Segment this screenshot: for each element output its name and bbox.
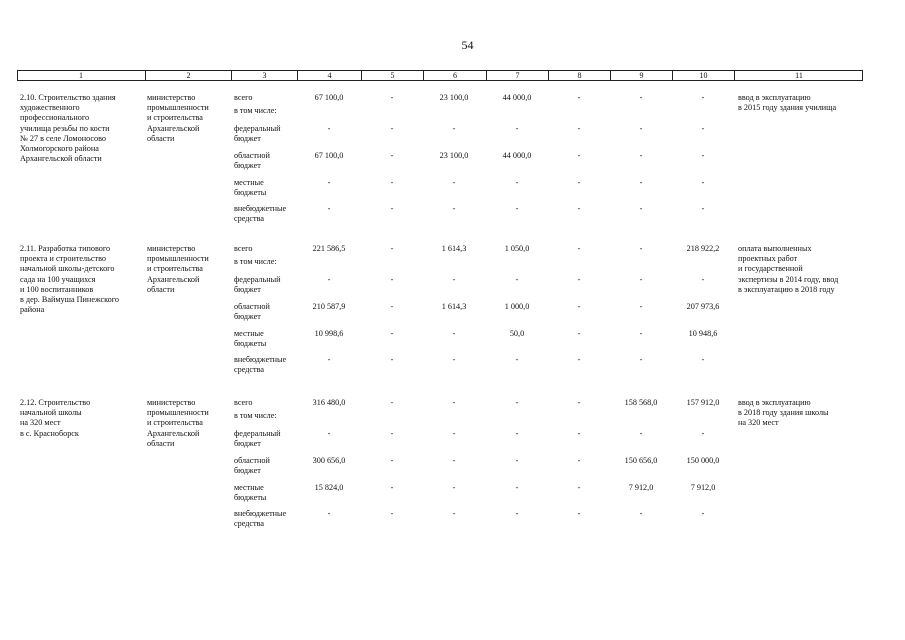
- value-cell: -: [577, 275, 581, 284]
- value-cell: -: [390, 509, 394, 518]
- funding-source-label: федеральный бюджет: [234, 124, 281, 144]
- value-cell: -: [390, 456, 394, 465]
- value-cell: 221 586,5: [312, 244, 346, 253]
- value-cell: -: [515, 275, 519, 284]
- value-cell: -: [515, 178, 519, 187]
- value-cell: -: [390, 398, 394, 407]
- value-cell: -: [577, 483, 581, 492]
- value-cell: -: [452, 204, 456, 213]
- value-cell: 1 614,3: [441, 302, 467, 311]
- value-cell: -: [701, 355, 705, 364]
- funding-source-label: всего: [234, 244, 253, 253]
- value-cell: -: [577, 151, 581, 160]
- value-cell: 1 050,0: [504, 244, 530, 253]
- value-cell: -: [701, 429, 705, 438]
- funding-source-label: всего: [234, 93, 253, 102]
- value-cell: -: [577, 398, 581, 407]
- value-cell: 23 100,0: [439, 93, 469, 102]
- value-cell: 7 912,0: [628, 483, 654, 492]
- value-cell: -: [577, 93, 581, 102]
- executor-name: министерство промышленности и строительства Архангельской области: [147, 93, 209, 143]
- value-cell: 7 912,0: [690, 483, 716, 492]
- value-cell: 218 922,2: [686, 244, 720, 253]
- value-cell: -: [390, 124, 394, 133]
- header-cell-8: 8: [548, 71, 610, 80]
- value-cell: -: [390, 429, 394, 438]
- value-cell: 150 656,0: [624, 456, 658, 465]
- value-cell: -: [327, 429, 331, 438]
- value-cell: 44 000,0: [502, 93, 532, 102]
- value-cell: -: [390, 204, 394, 213]
- value-cell: -: [701, 178, 705, 187]
- value-cell: 10 948,6: [688, 329, 718, 338]
- project-name: 2.11. Разработка типового проекта и строительство начальной школы-детского сада на 100 учащихся и 100 воспитанников в дер. Ваймуша Пинежского района: [20, 244, 119, 315]
- value-cell: -: [327, 124, 331, 133]
- value-cell: -: [515, 483, 519, 492]
- funding-source-label: всего: [234, 398, 253, 407]
- value-cell: -: [577, 509, 581, 518]
- value-cell: -: [452, 329, 456, 338]
- funding-source-label: областной бюджет: [234, 456, 270, 476]
- value-cell: 23 100,0: [439, 151, 469, 160]
- table-header-row: [17, 70, 863, 81]
- value-cell: -: [327, 204, 331, 213]
- value-cell: -: [452, 178, 456, 187]
- value-cell: 316 480,0: [312, 398, 346, 407]
- header-cell-1: 1: [79, 71, 83, 80]
- value-cell: -: [515, 509, 519, 518]
- header-cell-3: 3: [231, 71, 297, 80]
- value-cell: -: [701, 204, 705, 213]
- value-cell: -: [701, 275, 705, 284]
- value-cell: -: [390, 151, 394, 160]
- value-cell: -: [639, 244, 643, 253]
- value-cell: -: [639, 275, 643, 284]
- funding-source-label: в том числе:: [234, 411, 277, 420]
- value-cell: -: [327, 355, 331, 364]
- value-cell: -: [515, 124, 519, 133]
- value-cell: -: [390, 302, 394, 311]
- value-cell: -: [639, 329, 643, 338]
- value-cell: -: [452, 429, 456, 438]
- header-cell-5: 5: [361, 71, 423, 80]
- value-cell: 157 912,0: [686, 398, 720, 407]
- funding-source-label: внебюджетные средства: [234, 204, 287, 224]
- value-cell: -: [515, 456, 519, 465]
- value-cell: -: [452, 483, 456, 492]
- result-note: оплата выполненных проектных работ и государственной экспертизы в 2014 году, ввод в эксплуатацию в 2018 году: [738, 244, 839, 294]
- value-cell: -: [639, 178, 643, 187]
- value-cell: -: [390, 275, 394, 284]
- value-cell: -: [452, 456, 456, 465]
- funding-source-label: местные бюджеты: [234, 329, 267, 349]
- value-cell: -: [577, 429, 581, 438]
- value-cell: -: [452, 509, 456, 518]
- value-cell: -: [452, 355, 456, 364]
- value-cell: -: [327, 178, 331, 187]
- funding-source-label: внебюджетные средства: [234, 355, 287, 375]
- value-cell: -: [639, 429, 643, 438]
- executor-name: министерство промышленности и строительства Архангельской области: [147, 244, 209, 294]
- value-cell: -: [577, 329, 581, 338]
- value-cell: 44 000,0: [502, 151, 532, 160]
- value-cell: 50,0: [509, 329, 525, 338]
- funding-source-label: в том числе:: [234, 106, 277, 115]
- value-cell: -: [639, 302, 643, 311]
- value-cell: -: [452, 275, 456, 284]
- value-cell: 158 568,0: [624, 398, 658, 407]
- value-cell: -: [390, 93, 394, 102]
- funding-source-label: местные бюджеты: [234, 178, 267, 198]
- result-note: ввод в эксплуатацию в 2018 году здания школы на 320 мест: [738, 398, 829, 428]
- value-cell: 15 824,0: [314, 483, 344, 492]
- funding-source-label: внебюджетные средства: [234, 509, 287, 529]
- value-cell: -: [327, 509, 331, 518]
- value-cell: -: [701, 509, 705, 518]
- value-cell: -: [390, 329, 394, 338]
- project-name: 2.12. Строительство начальной школы на 320 мест в с. Красноборск: [20, 398, 91, 438]
- funding-source-label: федеральный бюджет: [234, 275, 281, 295]
- value-cell: 67 100,0: [314, 93, 344, 102]
- header-cell-10: 10: [672, 71, 734, 80]
- value-cell: 207 973,6: [686, 302, 720, 311]
- value-cell: -: [701, 124, 705, 133]
- value-cell: -: [701, 93, 705, 102]
- value-cell: -: [639, 355, 643, 364]
- value-cell: 67 100,0: [314, 151, 344, 160]
- value-cell: -: [515, 398, 519, 407]
- value-cell: 150 000,0: [686, 456, 720, 465]
- value-cell: -: [515, 355, 519, 364]
- value-cell: -: [390, 483, 394, 492]
- value-cell: -: [452, 398, 456, 407]
- value-cell: 1 614,3: [441, 244, 467, 253]
- header-cell-6: 6: [423, 71, 486, 80]
- value-cell: -: [639, 509, 643, 518]
- funding-source-label: федеральный бюджет: [234, 429, 281, 449]
- result-note: ввод в эксплуатацию в 2015 году здания училища: [738, 93, 837, 113]
- funding-source-label: областной бюджет: [234, 151, 270, 171]
- value-cell: -: [327, 275, 331, 284]
- value-cell: 210 587,9: [312, 302, 346, 311]
- value-cell: -: [515, 204, 519, 213]
- value-cell: -: [452, 124, 456, 133]
- page-number: 54: [461, 38, 474, 52]
- header-cell-2: 2: [145, 71, 231, 80]
- value-cell: 1 000,0: [504, 302, 530, 311]
- value-cell: -: [701, 151, 705, 160]
- value-cell: -: [577, 124, 581, 133]
- value-cell: 10 998,6: [314, 329, 344, 338]
- funding-source-label: местные бюджеты: [234, 483, 267, 503]
- header-cell-11: 11: [734, 71, 863, 80]
- value-cell: -: [515, 429, 519, 438]
- funding-source-label: в том числе:: [234, 257, 277, 266]
- value-cell: -: [390, 355, 394, 364]
- value-cell: -: [577, 204, 581, 213]
- funding-source-label: областной бюджет: [234, 302, 270, 322]
- value-cell: -: [639, 93, 643, 102]
- value-cell: -: [390, 244, 394, 253]
- value-cell: -: [639, 151, 643, 160]
- value-cell: -: [639, 124, 643, 133]
- value-cell: -: [577, 456, 581, 465]
- value-cell: -: [639, 204, 643, 213]
- executor-name: министерство промышленности и строительства Архангельской области: [147, 398, 209, 448]
- value-cell: 300 656,0: [312, 456, 346, 465]
- header-cell-4: 4: [297, 71, 361, 80]
- value-cell: -: [390, 178, 394, 187]
- header-cell-7: 7: [486, 71, 548, 80]
- project-name: 2.10. Строительство здания художественного профессионального училища резьбы по кости № 27 в селе Ломоносово Холмогорского района Архангельской области: [20, 93, 116, 164]
- value-cell: -: [577, 302, 581, 311]
- header-cell-9: 9: [610, 71, 672, 80]
- value-cell: -: [577, 178, 581, 187]
- value-cell: -: [577, 244, 581, 253]
- value-cell: -: [577, 355, 581, 364]
